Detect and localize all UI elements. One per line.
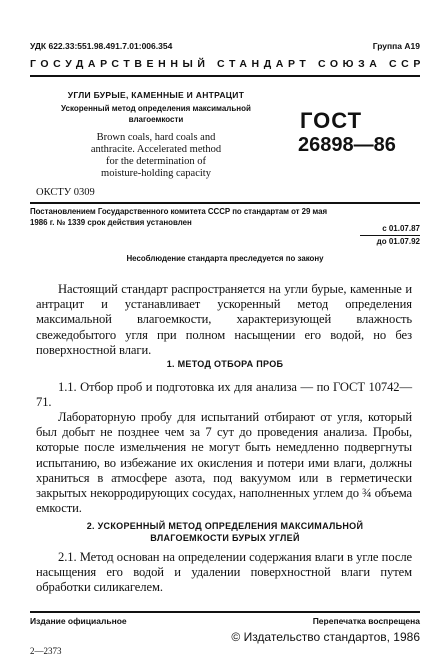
decree-line1: Постановлением Государственного комитета СССР по стандартам от 29 мая [30, 207, 328, 216]
standard-banner: ГОСУДАРСТВЕННЫЙ СТАНДАРТ СОЮЗА ССР [30, 58, 425, 70]
udk-code: УДК 622.33:551.98.491.7.01:006.354 [30, 41, 173, 51]
section-2-heading-line2: ВЛАГОЕМКОСТИ БУРЫХ УГЛЕЙ [150, 533, 300, 543]
legal-notice: Несоблюдение стандарта преследуется по закону [126, 254, 324, 263]
title-en-line4: moisture-holding capacity [101, 168, 211, 179]
gost-label: ГОСТ [300, 108, 363, 133]
group-code: Группа А19 [372, 41, 420, 51]
section-1-paragraph-2: Лабораторную пробу для испытаний отбирают от угля, который был добыт не позднее чем за 7 сут до проведения анализа. Пробы, которые после измельчения не могут быть немедленно подвергнуты испытанию, во избежание их окисления и потери ими влаги, должны храниться в атмосфере азота, под вакуумом или в герметически закрытых некорродирующих сосудах, наполненных углем до ¾ объема емкости. [36, 410, 412, 516]
subtitle-ru-line1: Ускоренный метод определения максимальной [61, 104, 251, 113]
footer-rule [30, 611, 420, 613]
section-1-paragraph-1: 1.1. Отбор проб и подготовка их для анализа — по ГОСТ 10742—71. [36, 380, 412, 410]
copyright-line: © Издательство стандартов, 1986 [231, 630, 420, 644]
subtitle-ru-line2: влагоемкости [128, 115, 184, 124]
decree-line2: 1986 г. № 1339 срок действия установлен [30, 218, 192, 227]
validity-to: до 01.07.92 [376, 237, 420, 246]
validity-rule [360, 235, 420, 236]
section-2-paragraph-1: 2.1. Метод основан на определении содержания влаги в угле после насыщения его водой и удалении поверхностной влаги путем обработки силикагелем. [36, 550, 412, 595]
okstu-code: ОКСТУ 0309 [36, 187, 95, 198]
title-rule [30, 202, 420, 204]
gost-number: 26898—86 [298, 134, 396, 156]
section-2-heading-line1: 2. УСКОРЕННЫЙ МЕТОД ОПРЕДЕЛЕНИЯ МАКСИМАЛЬНОЙ [86, 521, 364, 531]
print-mark: 2—2373 [30, 646, 62, 656]
section-1-heading: 1. МЕТОД ОТБОРА ПРОБ [166, 359, 284, 369]
validity-from: с 01.07.87 [382, 224, 420, 233]
title-en-line3: for the determination of [105, 156, 206, 167]
intro-paragraph: Настоящий стандарт распространяется на угли бурые, каменные и антрацит и устанавливает ускоренный метод определения максимальной влагоемкости, характеризующей влажность свежедобытого угля при полном насыщении его водой, но без поверхностной влаги. [36, 282, 412, 357]
banner-rule [30, 75, 420, 77]
title-en-line2: anthracite. Accelerated method [90, 144, 222, 155]
title-ru: УГЛИ БУРЫЕ, КАМЕННЫЕ И АНТРАЦИТ [67, 90, 245, 100]
reprint-prohibited-label: Перепечатка воспрещена [312, 616, 420, 626]
title-en-line1: Brown coals, hard coals and [96, 132, 216, 143]
official-edition-label: Издание официальное [30, 616, 127, 626]
